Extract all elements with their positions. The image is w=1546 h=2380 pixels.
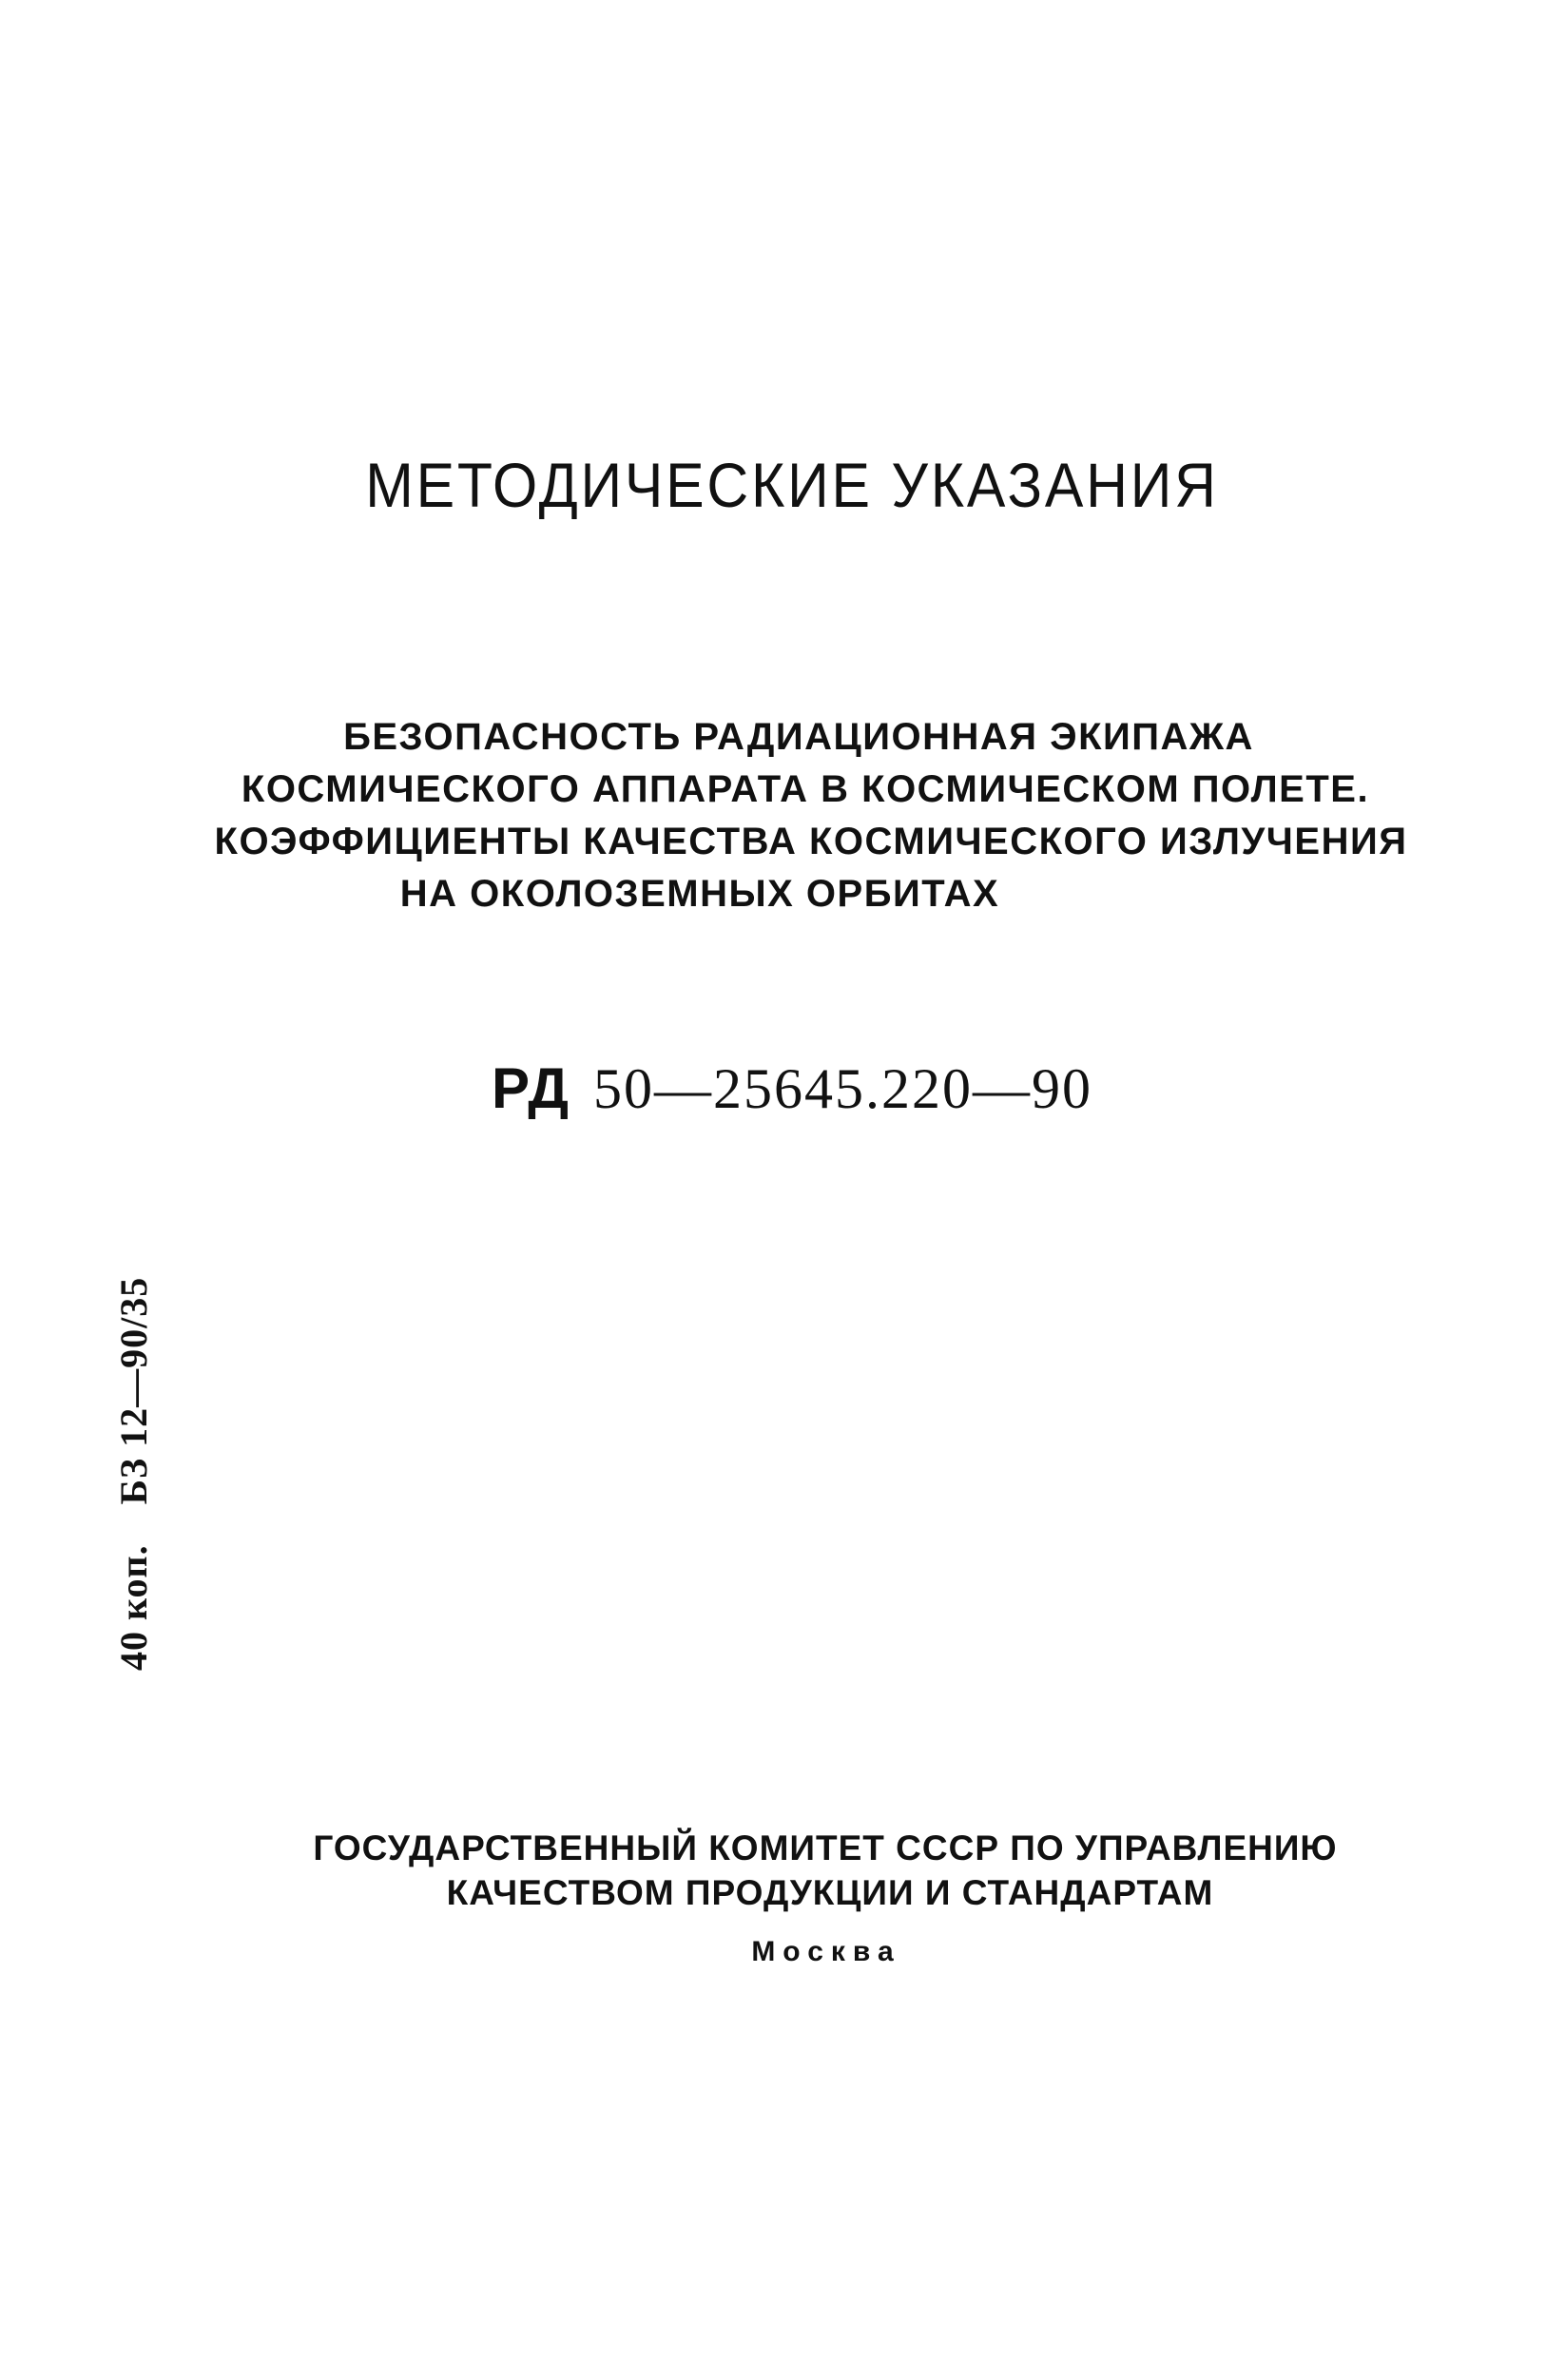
side-note bbox=[111, 1237, 156, 1671]
title-line: НА ОКОЛОЗЕМНЫХ ОРБИТАХ bbox=[399, 873, 1000, 915]
document-title bbox=[19, 711, 1546, 920]
title-line: КОЭФФИЦИЕНТЫ КАЧЕСТВА КОСМИЧЕСКОГО ИЗЛУЧЕНИЯ bbox=[214, 821, 1408, 862]
publisher-line: ГОСУДАРСТВЕННЫЙ КОМИТЕТ СССР ПО УПРАВЛЕНИЮ bbox=[313, 1829, 1338, 1867]
title-line: КОСМИЧЕСКОГО АППАРАТА В КОСМИЧЕСКОМ ПОЛЕТЕ. bbox=[241, 768, 1370, 810]
catalog-number: БЗ 12—90/35 bbox=[112, 1276, 155, 1505]
publication-city: Москва bbox=[751, 1936, 901, 1967]
document-code bbox=[19, 1055, 1546, 1122]
document-type-heading: МЕТОДИЧЕСКИЕ УКАЗАНИЯ bbox=[365, 450, 1219, 520]
publisher bbox=[57, 1826, 1546, 1915]
document-code-prefix: РД bbox=[492, 1056, 570, 1120]
price-label: 40 коп. bbox=[112, 1544, 155, 1671]
publisher-line: КАЧЕСТВОМ ПРОДУКЦИИ И СТАНДАРТАМ bbox=[446, 1873, 1214, 1912]
document-code-number: 50—25645.220—90 bbox=[592, 1057, 1092, 1120]
title-line: БЕЗОПАСНОСТЬ РАДИАЦИОННАЯ ЭКИПАЖА bbox=[343, 716, 1254, 758]
